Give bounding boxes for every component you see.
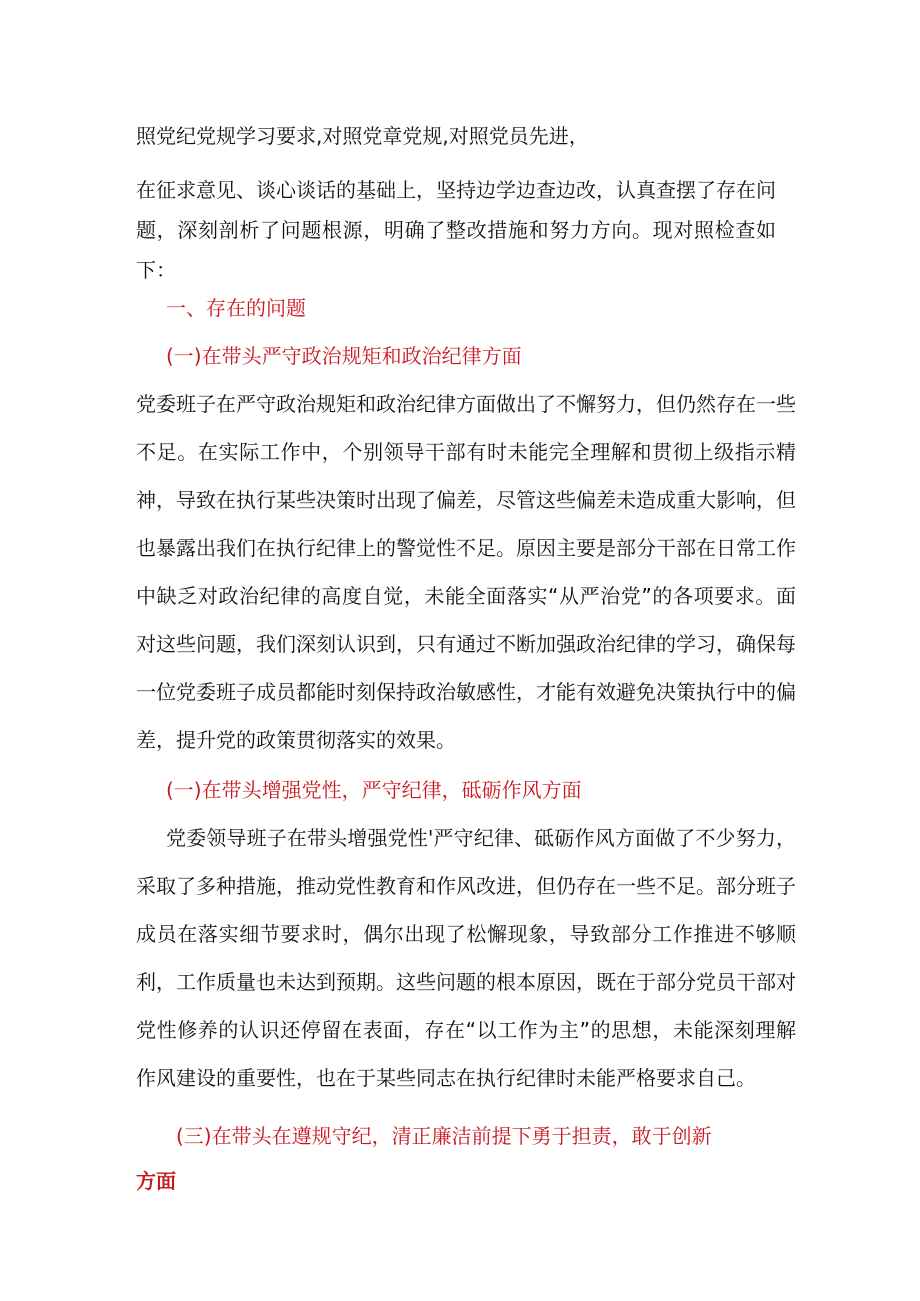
subheading-integrity-innovation: (三)在带头在遵规守纪，清正廉洁前提下勇于担责，敢于创新 (176, 1124, 712, 1148)
intro-line: 照党纪党规学习要求,对照党章党规,对照党员先进， (136, 124, 589, 148)
subheading-party-spirit: (一)在带头增强党性，严守纪律，砥砺作风方面 (166, 778, 582, 802)
section-heading-problems: 一、存在的问题 (166, 296, 306, 320)
subheading-integrity-innovation-continued: 方面 (136, 1169, 176, 1193)
subheading-political-discipline: (一)在带头严守政治规矩和政治纪律方面 (166, 344, 522, 368)
paragraph-party-spirit: 党委领导班子在带头增强党性'严守纪律、砥砺作风方面做了不少努力，采取了多种措施，推动党性教育和作风改进，但仍存在一些不足。部分班子成员在落实细节要求时，偶尔出现了松懈现象，导致部分工作推进不够顺利，工作质量也未达到预期。这些问题的根本原因，既在于部分党员干部对党性修养的认识还停留在表面，存在“以工作为主”的思想，未能深刻理解作风建设的重要性，也在于某些同志在执行纪律时未能严格要求自己。 (136, 826, 796, 1090)
intro-paragraph: 在征求意见、谈心谈话的基础上，坚持边学边查边改，认真查摆了存在问题，深刻剖析了问题根源，明确了整改措施和努力方向。现对照检查如下： (136, 178, 776, 282)
paragraph-political-discipline: 党委班子在严守政治规矩和政治纪律方面做出了不懈努力，但仍然存在一些不足。在实际工作中，个别领导干部有时未能完全理解和贯彻上级指示精神，导致在执行某些决策时出现了偏差，尽管这些偏差未造成重大影响，但也暴露出我们在执行纪律上的警觉性不足。原因主要是部分干部在日常工作中缺乏对政治纪律的高度自觉，未能全面落实“从严治党”的各项要求。面对这些问题，我们深刻认识到，只有通过不断加强政治纪律的学习，确保每一位党委班子成员都能时刻保持政治敏感性，才能有效避免决策执行中的偏差，提升党的政策贯彻落实的效果。 (136, 392, 796, 752)
